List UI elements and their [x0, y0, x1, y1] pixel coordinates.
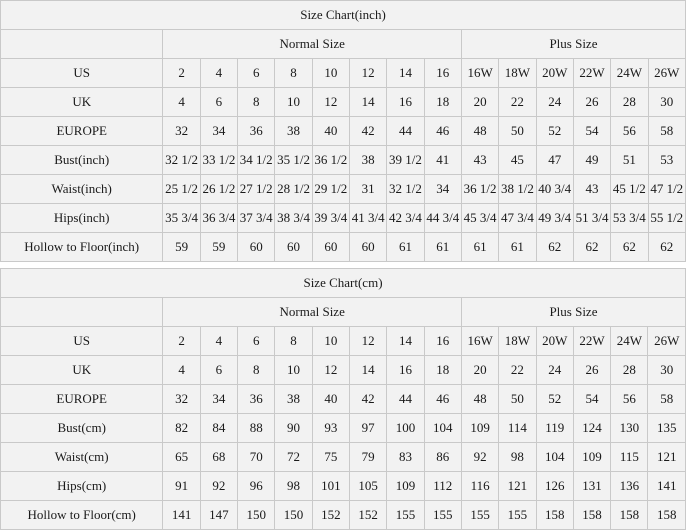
cell: 24W	[611, 327, 648, 356]
group-header-normal: Normal Size	[163, 298, 462, 327]
cell: 10	[312, 59, 349, 88]
cell: 141	[163, 501, 200, 530]
cell: 116	[461, 472, 498, 501]
cell: 14	[387, 59, 424, 88]
cell: 22W	[573, 327, 610, 356]
cell: 92	[461, 443, 498, 472]
cell: 26W	[648, 59, 686, 88]
cell: 38	[275, 117, 312, 146]
cell: 26	[573, 88, 610, 117]
cell: 86	[424, 443, 461, 472]
chart-title: Size Chart(inch)	[1, 1, 686, 30]
cell: 39 3/4	[312, 204, 349, 233]
cell: 60	[350, 233, 387, 262]
cell: 4	[200, 327, 237, 356]
cell: 62	[536, 233, 573, 262]
group-header-row	[1, 30, 686, 59]
cell: 38 1/2	[499, 175, 536, 204]
cell: 45	[499, 146, 536, 175]
cell: 26W	[648, 327, 686, 356]
cell: 22	[499, 88, 536, 117]
cell: 33 1/2	[200, 146, 237, 175]
size-chart-inch-table	[0, 0, 686, 262]
corner-cell	[1, 30, 163, 59]
cell: 43	[461, 146, 498, 175]
cell: 28 1/2	[275, 175, 312, 204]
cell: 58	[648, 385, 686, 414]
cell: 22	[499, 356, 536, 385]
cell: 53	[648, 146, 686, 175]
cell: 34 1/2	[238, 146, 275, 175]
cell: 119	[536, 414, 573, 443]
cell: 51	[611, 146, 648, 175]
cell: 34	[200, 117, 237, 146]
cell: 30	[648, 88, 686, 117]
cell: 36 3/4	[200, 204, 237, 233]
row-label: Hips(cm)	[1, 472, 163, 501]
cell: 48	[461, 117, 498, 146]
cell: 50	[499, 117, 536, 146]
cell: 44 3/4	[424, 204, 461, 233]
cell: 41 3/4	[350, 204, 387, 233]
cell: 61	[499, 233, 536, 262]
cell: 8	[238, 88, 275, 117]
cell: 101	[312, 472, 349, 501]
cell: 18W	[499, 59, 536, 88]
cell: 61	[424, 233, 461, 262]
cell: 130	[611, 414, 648, 443]
row-label: Hollow to Floor(cm)	[1, 501, 163, 530]
table-row	[1, 146, 686, 175]
cell: 18	[424, 356, 461, 385]
chart-title: Size Chart(cm)	[1, 269, 686, 298]
cell: 91	[163, 472, 200, 501]
cell: 121	[648, 443, 686, 472]
table-row	[1, 385, 686, 414]
cell: 22W	[573, 59, 610, 88]
cell: 90	[275, 414, 312, 443]
cell: 6	[238, 327, 275, 356]
table-row	[1, 233, 686, 262]
cell: 104	[536, 443, 573, 472]
size-chart-cm-block	[0, 268, 686, 530]
cell: 150	[238, 501, 275, 530]
cell: 98	[275, 472, 312, 501]
cell: 158	[648, 501, 686, 530]
cell: 84	[200, 414, 237, 443]
cell: 38	[350, 146, 387, 175]
group-header-row	[1, 298, 686, 327]
group-header-plus: Plus Size	[461, 30, 685, 59]
cell: 12	[312, 356, 349, 385]
cell: 12	[349, 327, 386, 356]
row-label: Hips(inch)	[1, 204, 163, 233]
cell: 31	[350, 175, 387, 204]
cell: 68	[200, 443, 237, 472]
cell: 4	[163, 88, 200, 117]
cell: 42 3/4	[387, 204, 424, 233]
cell: 54	[573, 385, 610, 414]
row-label: UK	[1, 356, 163, 385]
cell: 56	[611, 385, 648, 414]
cell: 32 1/2	[387, 175, 424, 204]
cell: 158	[536, 501, 573, 530]
cell: 60	[238, 233, 275, 262]
cell: 75	[312, 443, 349, 472]
cell: 2	[163, 59, 200, 88]
cell: 126	[536, 472, 573, 501]
cell: 38	[275, 385, 312, 414]
cell: 29 1/2	[312, 175, 349, 204]
cell: 58	[648, 117, 686, 146]
cell: 155	[461, 501, 498, 530]
cell: 150	[275, 501, 312, 530]
cell: 6	[200, 88, 237, 117]
cell: 14	[350, 88, 387, 117]
cell: 62	[573, 233, 610, 262]
cell: 35 3/4	[163, 204, 200, 233]
cell: 26	[573, 356, 610, 385]
cell: 14	[387, 327, 424, 356]
cell: 59	[200, 233, 237, 262]
cell: 55 1/2	[648, 204, 686, 233]
cell: 24	[536, 88, 573, 117]
cell: 26 1/2	[200, 175, 237, 204]
cell: 109	[387, 472, 424, 501]
table-row	[1, 117, 686, 146]
cell: 109	[461, 414, 498, 443]
cell: 39 1/2	[387, 146, 424, 175]
cell: 88	[238, 414, 275, 443]
cell: 59	[163, 233, 200, 262]
cell: 47 3/4	[499, 204, 536, 233]
row-label: Waist(inch)	[1, 175, 163, 204]
cell: 109	[573, 443, 610, 472]
cell: 124	[573, 414, 610, 443]
cell: 43	[573, 175, 610, 204]
cell: 41	[424, 146, 461, 175]
cell: 36	[238, 385, 275, 414]
cell: 10	[275, 88, 312, 117]
cell: 93	[312, 414, 349, 443]
cell: 50	[499, 385, 536, 414]
cell: 38 3/4	[275, 204, 312, 233]
cell: 112	[424, 472, 461, 501]
cell: 20W	[536, 59, 573, 88]
table-row	[1, 443, 686, 472]
cell: 34	[424, 175, 461, 204]
cell: 65	[163, 443, 200, 472]
table-row	[1, 88, 686, 117]
cell: 155	[387, 501, 424, 530]
table-row	[1, 204, 686, 233]
cell: 51 3/4	[573, 204, 610, 233]
cell: 4	[200, 59, 237, 88]
cell: 34	[200, 385, 237, 414]
cell: 136	[611, 472, 648, 501]
cell: 28	[611, 88, 648, 117]
cell: 6	[200, 356, 237, 385]
table-row	[1, 501, 686, 530]
cell: 45 1/2	[611, 175, 648, 204]
cell: 155	[424, 501, 461, 530]
row-label: Hollow to Floor(inch)	[1, 233, 163, 262]
table-row	[1, 356, 686, 385]
cell: 83	[387, 443, 424, 472]
cell: 37 3/4	[238, 204, 275, 233]
cell: 24	[536, 356, 573, 385]
cell: 42	[350, 117, 387, 146]
table-row	[1, 59, 686, 88]
corner-cell	[1, 298, 163, 327]
cell: 44	[387, 385, 424, 414]
cell: 12	[350, 59, 387, 88]
cell: 16W	[461, 327, 498, 356]
row-label: US	[1, 59, 163, 88]
cell: 96	[238, 472, 275, 501]
cell: 53 3/4	[611, 204, 648, 233]
cell: 82	[163, 414, 200, 443]
cell: 158	[573, 501, 610, 530]
cell: 36 1/2	[312, 146, 349, 175]
cell: 4	[163, 356, 200, 385]
cell: 97	[349, 414, 386, 443]
cell: 10	[275, 356, 312, 385]
cell: 70	[238, 443, 275, 472]
cell: 14	[349, 356, 386, 385]
cell: 42	[349, 385, 386, 414]
cell: 20	[461, 88, 498, 117]
cell: 54	[573, 117, 610, 146]
cell: 8	[275, 327, 312, 356]
cell: 61	[461, 233, 498, 262]
cell: 72	[275, 443, 312, 472]
cell: 36 1/2	[461, 175, 498, 204]
cell: 30	[648, 356, 686, 385]
cell: 121	[499, 472, 536, 501]
cell: 32 1/2	[163, 146, 200, 175]
size-chart-inch-block	[0, 0, 686, 262]
cell: 20	[461, 356, 498, 385]
cell: 115	[611, 443, 648, 472]
cell: 18W	[499, 327, 536, 356]
cell: 16	[424, 59, 461, 88]
cell: 10	[312, 327, 349, 356]
cell: 155	[499, 501, 536, 530]
cell: 25 1/2	[163, 175, 200, 204]
cell: 56	[611, 117, 648, 146]
row-label: UK	[1, 88, 163, 117]
cell: 62	[611, 233, 648, 262]
cell: 49 3/4	[536, 204, 573, 233]
cell: 62	[648, 233, 686, 262]
cell: 158	[611, 501, 648, 530]
cell: 131	[573, 472, 610, 501]
cell: 27 1/2	[238, 175, 275, 204]
cell: 8	[275, 59, 312, 88]
cell: 61	[387, 233, 424, 262]
cell: 40	[312, 385, 349, 414]
table-row	[1, 175, 686, 204]
cell: 16	[424, 327, 461, 356]
cell: 40	[312, 117, 349, 146]
cell: 46	[424, 385, 461, 414]
group-header-plus: Plus Size	[461, 298, 685, 327]
cell: 32	[163, 385, 200, 414]
table-row	[1, 472, 686, 501]
cell: 92	[200, 472, 237, 501]
cell: 49	[573, 146, 610, 175]
cell: 24W	[611, 59, 648, 88]
cell: 45 3/4	[461, 204, 498, 233]
cell: 147	[200, 501, 237, 530]
cell: 104	[424, 414, 461, 443]
table-row	[1, 327, 686, 356]
cell: 105	[349, 472, 386, 501]
cell: 52	[536, 117, 573, 146]
cell: 6	[238, 59, 275, 88]
row-label: US	[1, 327, 163, 356]
cell: 44	[387, 117, 424, 146]
cell: 48	[461, 385, 498, 414]
chart-title-row	[1, 269, 686, 298]
cell: 2	[163, 327, 200, 356]
cell: 28	[611, 356, 648, 385]
cell: 114	[499, 414, 536, 443]
cell: 16	[387, 88, 424, 117]
cell: 79	[349, 443, 386, 472]
group-header-normal: Normal Size	[163, 30, 462, 59]
cell: 35 1/2	[275, 146, 312, 175]
row-label: Bust(cm)	[1, 414, 163, 443]
size-chart-cm-table	[0, 268, 686, 530]
chart-title-row	[1, 1, 686, 30]
row-label: Bust(inch)	[1, 146, 163, 175]
cell: 16	[387, 356, 424, 385]
cell: 135	[648, 414, 686, 443]
cell: 47 1/2	[648, 175, 686, 204]
cell: 8	[238, 356, 275, 385]
cell: 16W	[461, 59, 498, 88]
cell: 60	[312, 233, 349, 262]
cell: 32	[163, 117, 200, 146]
cell: 47	[536, 146, 573, 175]
cell: 152	[349, 501, 386, 530]
cell: 60	[275, 233, 312, 262]
row-label: EUROPE	[1, 117, 163, 146]
cell: 100	[387, 414, 424, 443]
cell: 36	[238, 117, 275, 146]
cell: 18	[424, 88, 461, 117]
cell: 98	[499, 443, 536, 472]
cell: 52	[536, 385, 573, 414]
cell: 40 3/4	[536, 175, 573, 204]
cell: 152	[312, 501, 349, 530]
cell: 20W	[536, 327, 573, 356]
table-row	[1, 414, 686, 443]
row-label: Waist(cm)	[1, 443, 163, 472]
row-label: EUROPE	[1, 385, 163, 414]
cell: 141	[648, 472, 686, 501]
cell: 46	[424, 117, 461, 146]
cell: 12	[312, 88, 349, 117]
